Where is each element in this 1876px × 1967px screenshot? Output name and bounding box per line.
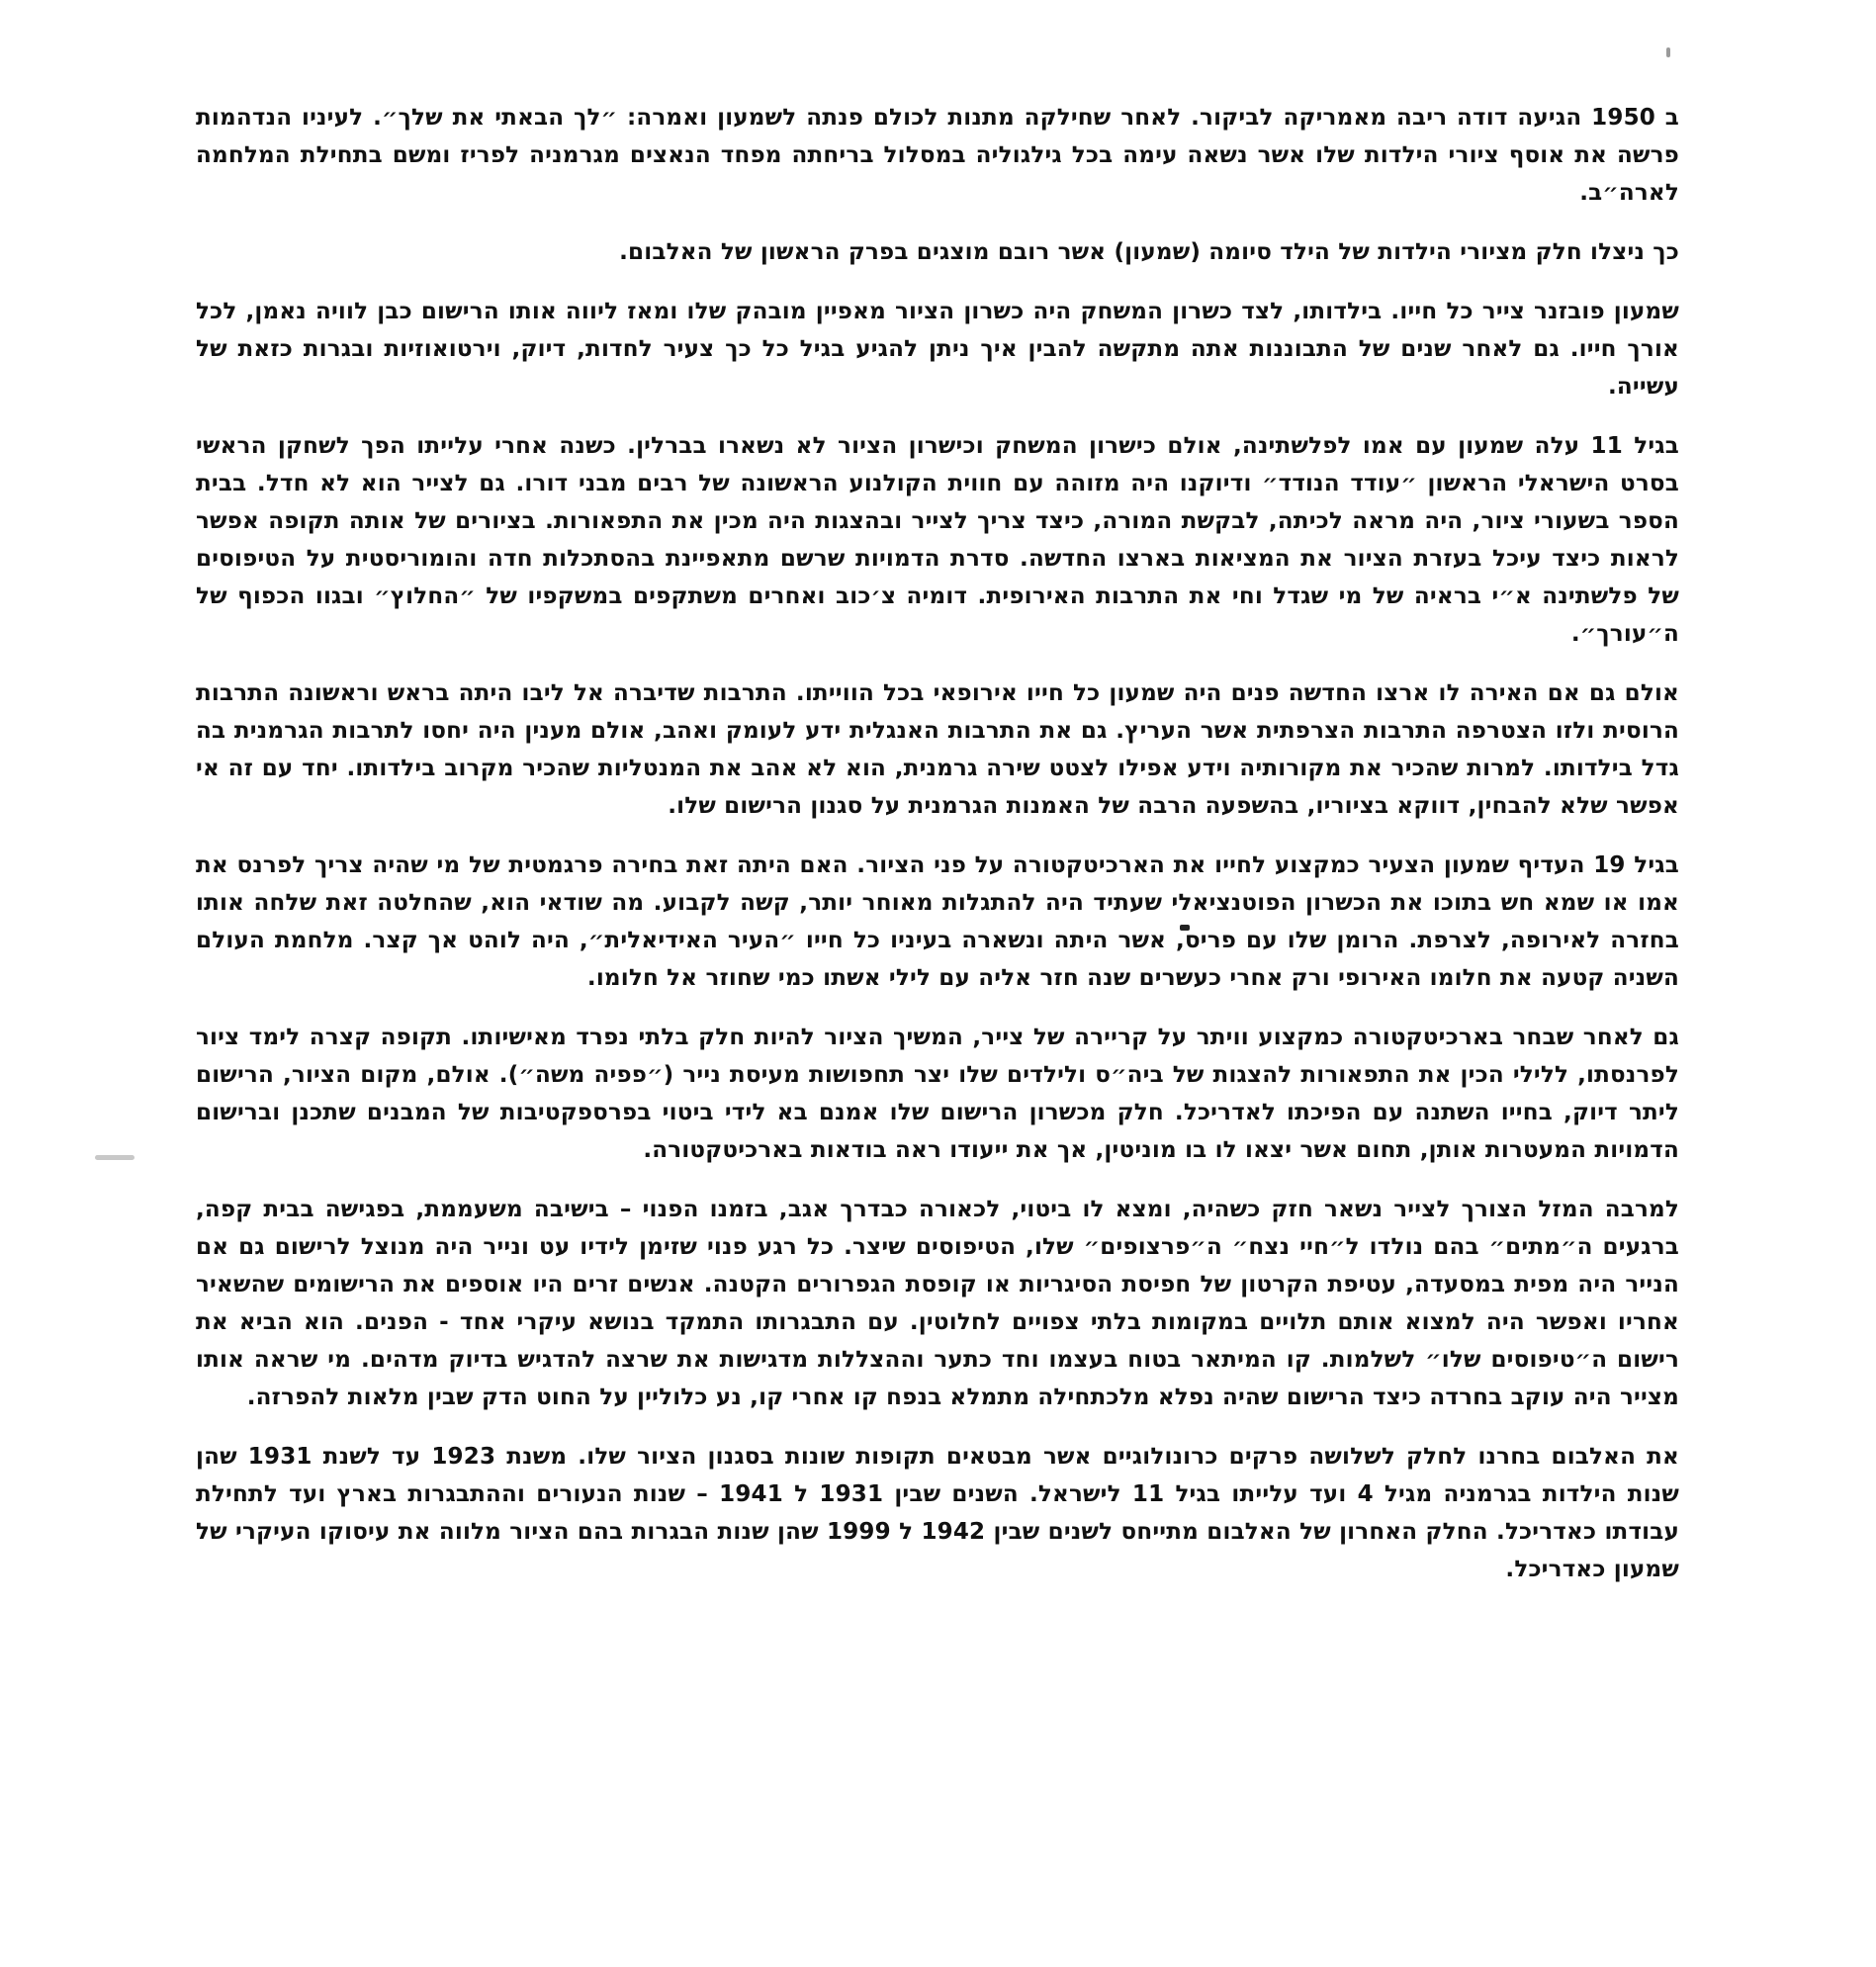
paragraph: למרבה המזל הצורך לצייר נשאר חזק כשהיה, ומצא לו ביטוי, לכאורה כבדרך אגב, בזמנו הפנוי – בישיבה משעממת, בפגישה בבית קפה, ברגעים ה״מתים״ בהם נולדו ל״חיי נצח״ ה״פרצופים״ שלו, הטיפוסים שיצר. כל רגע פנוי שזימן לידיו עט ונייר היה מנוצל לרישום גם אם הנייר היה מפית במסעדה, עטיפת הקרטון של חפיסת הסיגריות או קופסת הגפרורים הקטנה. אנשים זרים היו אוספים את הרישומים שהשאיר אחריו ואפשר היה למצוא אותם תלויים במקומות בלתי צפויים לחלוטין. עם התבגרותו התמקד בנושא עיקרי אחד - הפנים. הוא הביא את רישום ה״טיפוסים שלו״ לשלמות. קו המיתאר בטוח בעצמו וחד כתער וההצללות מדגישות את שרצה להדגיש בדיוק מדהים. מי שראה אותו מצייר היה עוקב בחרדה כיצד הרישום שהיה נפלא מלכתחילה מתמלא בנפח קו אחרי קו, נע כלוליין על החוט הדק שבין מלאות להפרזה. <box>196 1197 1679 1410</box>
paragraph: שמעון פובזנר צייר כל חייו. בילדותו, לצד כשרון המשחק היה כשרון הציור מאפיין מובהק שלו ומאז ליווה אותו הרישום כבן לוויה נאמן, לכל אורך חייו. גם לאחר שנים של התבוננות אתה מתקשה להבין איך ניתן להגיע בגיל כל כך צעיר לחדות, דיוק, וירטואוזיות ובגרות כזאת של עשייה. <box>196 299 1679 400</box>
scan-speck <box>1666 47 1670 57</box>
paragraph: גם לאחר שבחר בארכיטקטורה כמקצוע וויתר על קריירה של צייר, המשיך הציור להיות חלק בלתי נפרד מאישיותו. תקופה קצרה לימד ציור לפרנסתו, ללילי הכין את התפאורות להצגות של ביה״ס ולילדים שלו יצר תחפושות מעיסת נייר (״פפיה משה״). אולם, מקום הציור, הרישום ליתר דיוק, בחייו השתנה עם הפיכתו לאדריכל. חלק מכשרון הרישום שלו אמנם בא לידי ביטוי בפרספקטיבות של המבנים שתכנן וברישום הדמויות המעטרות אותן, תחום אשר יצאו לו בו מוניטין, אך את ייעודו ראה בודאות בארכיטקטורה. <box>196 1025 1679 1163</box>
paragraph: כך ניצלו חלק מציורי הילדות של הילד סיומה (שמעון) אשר רובם מוצגים בפרק הראשון של האלבום. <box>619 239 1679 265</box>
paragraph: בגיל 11 עלה שמעון עם אמו לפלשתינה, אולם כישרון המשחק וכישרון הציור לא נשארו בברלין. כשנה אחרי עלייתו הפך לשחקן הראשי בסרט הישראלי הראשון ״עודד הנודד״ ודיוקנו היה מזוהה עם חווית הקולנוע הראשונה של רבים מבני דורו. גם לצייר הוא לא חדל. בבית הספר בשעורי ציור, היה מראה לכיתה, לבקשת המורה, כיצד צריך לצייר ובהצגות היה מכין את התפאורות. בציורים של אותה תקופה אפשר לראות כיצד עיכל בעזרת הציור את המציאות בארצו החדשה. סדרת הדמויות שרשם מתאפיינת בהסתכלות חדה והומוריסטית על הטיפוסים של פלשתינה א״י בראיה של מי שגדל וחי את התרבות האירופית. דומיה צ׳כוב ואחרים משתקפים במשקפיו של ״החלוץ״ ובגוו הכפוף של ה״עורך״. <box>196 433 1679 647</box>
scan-speck <box>95 1155 134 1160</box>
paragraph: אולם גם אם האירה לו ארצו החדשה פנים היה שמעון כל חייו אירופאי בכל הווייתו. התרבות שדיברה אל ליבו היתה בראש וראשונה התרבות הרוסית ולזו הצטרפה התרבות הצרפתית אשר העריץ. גם את התרבות האנגלית ידע לעומק ואהב, אולם מענין היה יחסו לתרבות הגרמנית בה גדל בילדותו. למרות שהכיר את מקורותיה וידע אפילו לצטט שירה גרמנית, הוא לא אהב את המנטליות שהכיר מקרוב בילדותו. יחד עם זה אי אפשר שלא להבחין, דווקא בציוריו, בהשפעה הרבה של האמנות הגרמנית על סגנון הרישום שלו. <box>196 680 1679 819</box>
paragraph: בגיל 19 העדיף שמעון הצעיר כמקצוע לחייו את הארכיטקטורה על פני הציור. האם היתה זאת בחירה פרגמטית של מי שהיה צריך לפרנס את אמו או שמא חש בתוכו את הכשרון הפוטנציאלי שעתיד היה להתגלות מאוחר יותר, קשה לקבוע. מה שודאי הוא, שהחלטה זאת שלחה אותו בחזרה לאירופה, לצרפת. הרומן שלו עם פריס, אשר היתה ונשארה בעיניו כל חייו ״העיר האידיאלית״, היה לוהט אך קצר. מלחמת העולם השניה קטעה את חלומו האירופי ורק אחרי כעשרים שנה חזר אליה עם לילי אשתו כמי שחוזר אל חלומו. <box>196 852 1680 991</box>
document-body <box>196 99 1679 1610</box>
paragraph: את האלבום בחרנו לחלק לשלושה פרקים כרונולוגיים אשר מבטאים תקופות שונות בסגנון הציור שלו. משנת 1923 עד לשנת 1931 שהן שנות הילדות בגרמניה מגיל 4 ועד עלייתו בגיל 11 לישראל. השנים שבין 1931 ל 1941 – שנות הנעורים וההתבגרות בארץ ועד לתחילת עבודתו כאדריכל. החלק האחרון של האלבום מתייחס לשנים שבין 1942 ל 1999 שהן שנות הבגרות בהם הציור מלווה את עיסוקו העיקרי של שמעון כאדריכל. <box>196 1444 1680 1582</box>
paragraph: ב 1950 הגיעה דודה ריבה מאמריקה לביקור. לאחר שחילקה מתנות לכולם פנתה לשמעון ואמרה: ״לך הבאתי את שלך״. לעיניו הנדהמות פרשה את אוסף ציורי הילדות שלו אשר נשאה עימה בכל גילגוליה במסלול בריחתה מפחד הנאצים מגרמניה לפריז ומשם בתחילת המלחמה לארה״ב. <box>196 105 1680 206</box>
